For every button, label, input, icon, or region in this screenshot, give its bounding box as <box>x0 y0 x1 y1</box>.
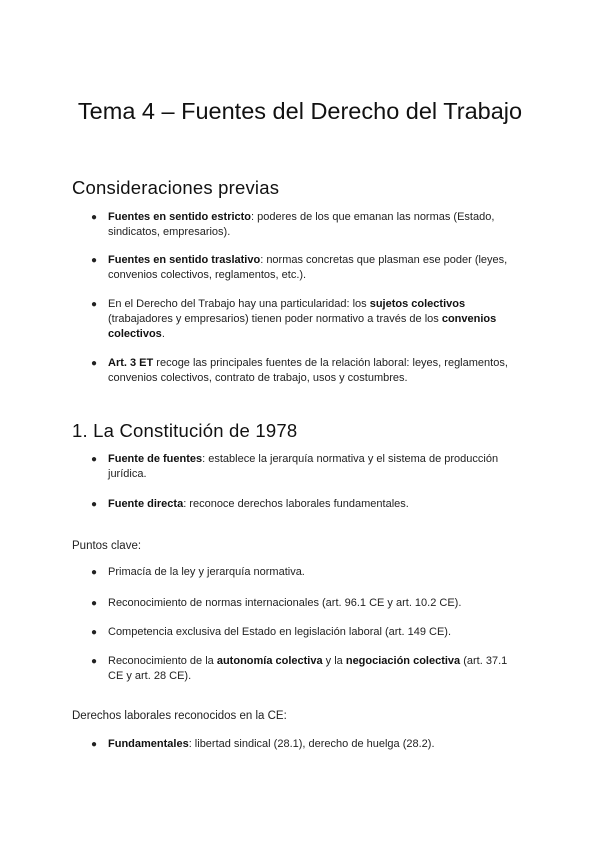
list-item: ● Fuente directa: reconoce derechos laborales fundamentales. <box>91 498 409 510</box>
bullet-icon: ● <box>91 567 98 578</box>
page-title: Tema 4 – Fuentes del Derecho del Trabajo <box>77 98 523 124</box>
bullet-icon: ● <box>91 212 98 223</box>
derechos-label: Derechos laborales reconocidos en la CE: <box>72 710 287 722</box>
bullet-icon: ● <box>91 598 98 609</box>
list-item: ● Reconocimiento de normas internacionales (art. 96.1 CE y art. 10.2 CE). <box>91 597 462 609</box>
section-heading-consideraciones: Consideraciones previas <box>72 177 280 198</box>
list-item: ● Fuentes en sentido estricto: poderes de los que emanan las normas (Estado, sindicatos, empresarios). <box>91 211 495 238</box>
list-item: ● Competencia exclusiva del Estado en legislación laboral (art. 149 CE). <box>91 626 452 638</box>
list-item: ● Art. 3 ET recoge las principales fuentes de la relación laboral: leyes, reglamentos, convenios colectivos, contrato de trabajo, usos y costumbres. <box>91 357 508 384</box>
bullet-icon: ● <box>91 739 98 750</box>
bullet-icon: ● <box>91 255 98 266</box>
list-item: ● En el Derecho del Trabajo hay una particularidad: los sujetos colectivos (trabajadores y empresarios) tienen poder normativo a través de los convenios colectivos. <box>91 298 497 340</box>
list-item: ● Primacía de la ley y jerarquía normativa. <box>91 566 305 578</box>
bullet-icon: ● <box>91 499 98 510</box>
list-item: ● Fuentes en sentido traslativo: normas concretas que plasman ese poder (leyes, convenios colectivos, reglamentos, etc.). <box>91 254 508 281</box>
bullet-icon: ● <box>91 358 98 369</box>
bullet-icon: ● <box>91 627 98 638</box>
bullet-icon: ● <box>91 299 98 310</box>
bullet-icon: ● <box>91 656 98 667</box>
bullet-icon: ● <box>91 454 98 465</box>
list-item: ● Fundamentales: libertad sindical (28.1), derecho de huelga (28.2). <box>91 738 435 750</box>
list-item: ● Fuente de fuentes: establece la jerarquía normativa y el sistema de producción jurídica. <box>91 453 499 480</box>
section-heading-constitucion: 1. La Constitución de 1978 <box>72 420 298 441</box>
list-item: ● Reconocimiento de la autonomía colectiva y la negociación colectiva (art. 37.1 CE y art. 28 CE). <box>91 655 508 682</box>
puntos-clave-label: Puntos clave: <box>72 540 142 552</box>
